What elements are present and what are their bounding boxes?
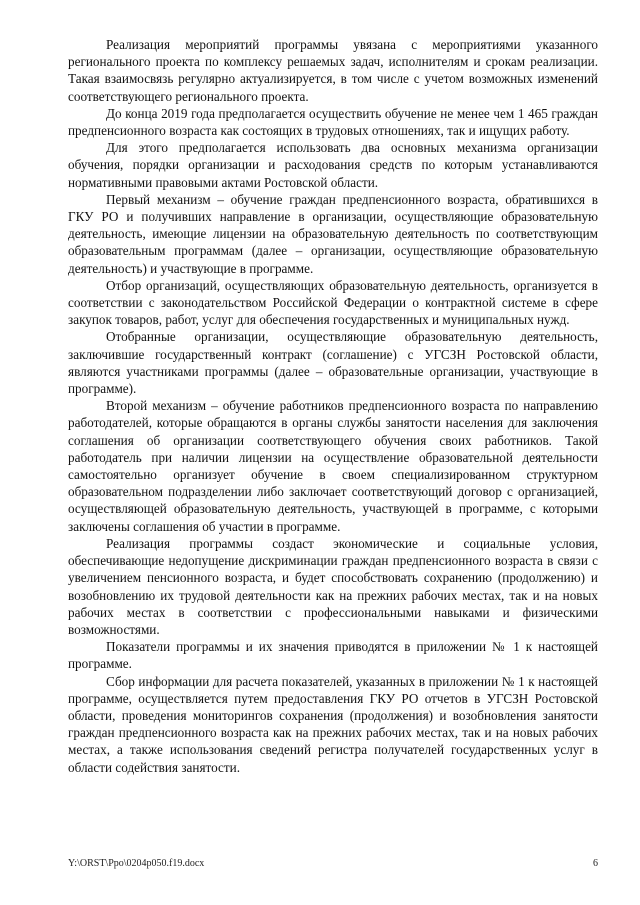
page-footer	[68, 858, 598, 872]
paragraph-1: Реализация мероприятий программы увязана с мероприятиями указанного регионального проекта по комплексу решаемых задач, исполнителям и срокам реализации. Такая взаимосвязь регулярно актуализируется, в том числе с учетом возможных изменений соответствующего регионального проекта.	[68, 37, 598, 104]
paragraph-4: Первый механизм – обучение граждан предпенсионного возраста, обратившихся в ГКУ РО и получивших направление в организации, осуществляющие образовательную деятельность, имеющие лицензии на образовательную деятельность по соответствующим образовательным программам (далее – организации, осуществляющие образовательную деятельность) и участвующие в программе.	[68, 191, 598, 276]
paragraph-3: Для этого предполагается использовать два основных механизма организации обучения, порядки организации и расходования средств по которым устанавливаются нормативными правовыми актами Ростовской области.	[68, 140, 598, 190]
paragraph-5: Отбор организаций, осуществляющих образовательную деятельность, организуется в соответствии с законодательством Российской Федерации о контрактной системе в сфере закупок товаров, работ, услуг для обеспечения государственных и муниципальных нужд.	[68, 277, 598, 328]
paragraph-8: Реализация программы создаст экономические и социальные условия, обеспечивающие недопущение дискриминации граждан предпенсионного возраста в связи с увеличением пенсионного возраста, и будет способствовать сохранению (продолжению) и возобновлению их трудовой деятельности как на прежних рабочих местах, так и на новых рабочих местах в соответствии с профессиональными навыками и физическими возможностями.	[68, 535, 598, 637]
paragraph-2: До конца 2019 года предполагается осуществить обучение не менее чем 1 465 граждан предпенсионного возраста как состоящих в трудовых отношениях, так и ищущих работу.	[68, 105, 598, 139]
paragraph-7: Второй механизм – обучение работников предпенсионного возраста по направлению работодателей, которые обращаются в органы службы занятости населения для заключения соглашения об организации соответствующего обучения своих работников. Такой работодатель при наличии лицензии на осуществление образовательной деятельности самостоятельно организует обучение в своем специализированном структурном образовательном подразделении либо заключает соответствующий договор с организацией, осуществляющей образовательную деятельность, участвующей в программе, с которыми заключены соглашения об участии в программе.	[68, 398, 598, 534]
document-body	[68, 36, 598, 776]
page-number: 6	[593, 858, 598, 869]
paragraph-10: Сбор информации для расчета показателей, указанных в приложении № 1 к настоящей программе, осуществляется путем предоставления ГКУ РО отчетов в УГСЗН Ростовской области, проведения мониторингов сохранения (продолжения) и возобновления занятости граждан предпенсионного возраста как на прежних рабочих местах, так и на новых рабочих местах, а также использования сведений регистра получателей государственных услуг в области содействия занятости.	[68, 673, 598, 775]
file-path: Y:\ORST\Ppo\0204p050.f19.docx	[68, 858, 205, 869]
paragraph-6: Отобранные организации, осуществляющие образовательную деятельность, заключившие государственный контракт (соглашение) с УГСЗН Ростовской области, являются участниками программы (далее – образовательные организации, участвующие в программе).	[68, 329, 598, 397]
paragraph-9: Показатели программы и их значения приводятся в приложении № 1 к настоящей программе.	[68, 639, 598, 672]
